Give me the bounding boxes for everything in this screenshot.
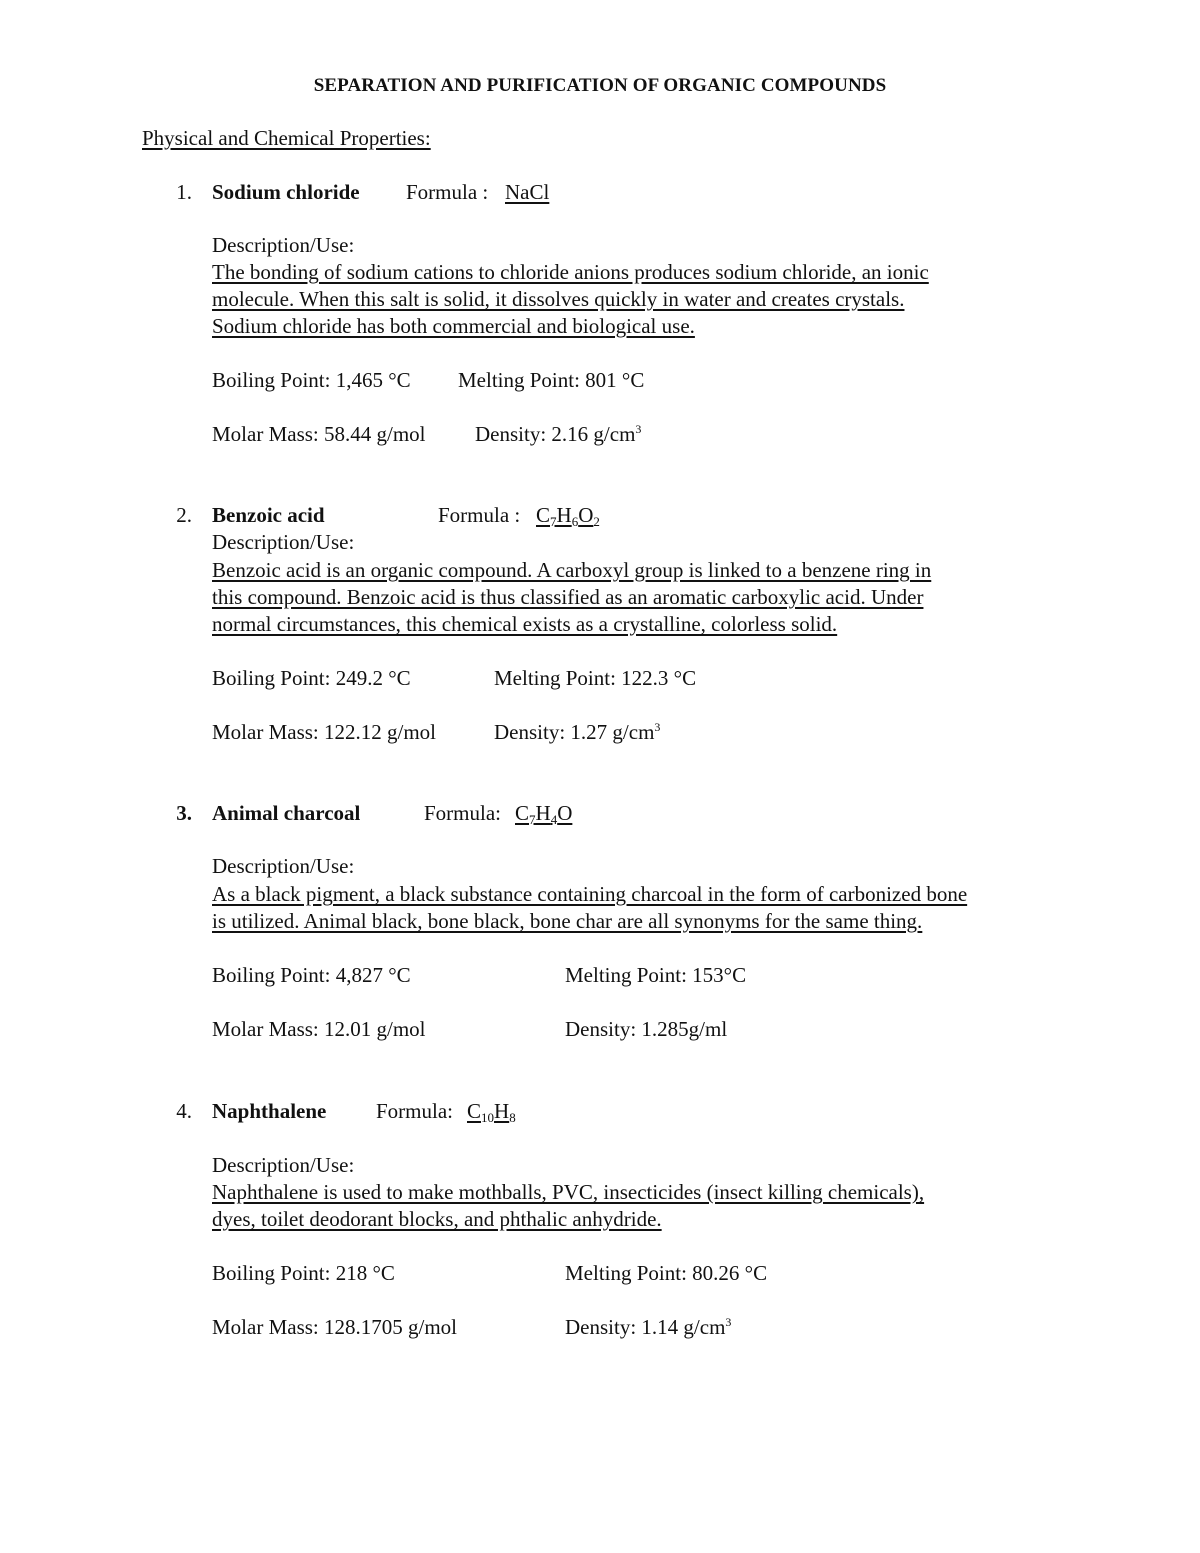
formula-label: Formula : (438, 503, 521, 527)
page-title: SEPARATION AND PURIFICATION OF ORGANIC COMPOUNDS (313, 75, 887, 96)
description-line: is utilized. Animal black, bone black, bone char are all synonyms for the same thing. (212, 909, 923, 933)
compound-name: Benzoic acid (212, 503, 325, 527)
formula-label: Formula: (376, 1099, 453, 1123)
formula-subscript: 2 (593, 514, 600, 529)
formula-element: O (578, 503, 594, 527)
formula-element: C (515, 801, 530, 825)
density-superscript: 3 (725, 1315, 732, 1329)
density-text: Density: 1.27 g/cm (494, 720, 655, 744)
density (475, 421, 641, 448)
density: Density: 1.285g/ml (565, 1017, 728, 1041)
formula-value: NaCl (505, 180, 550, 204)
description-line: The bonding of sodium cations to chloride anions produces sodium chloride, an ionic (212, 260, 929, 284)
formula-value (515, 800, 572, 827)
melting-point: Melting Point: 122.3 °C (494, 666, 697, 690)
description-line: Sodium chloride has both commercial and biological use. (212, 314, 695, 338)
description-label: Description/Use: (212, 1153, 355, 1177)
melting-point: Melting Point: 80.26 °C (565, 1261, 768, 1285)
description-label: Description/Use: (212, 233, 355, 257)
section-heading: Physical and Chemical Properties: (142, 126, 431, 150)
formula-label: Formula : (406, 180, 489, 204)
description-label: Description/Use: (212, 530, 355, 554)
density-text: Density: 1.14 g/cm (565, 1315, 726, 1339)
formula-subscript: 6 (571, 514, 579, 529)
compound-number: 2. (176, 503, 192, 527)
description-line: dyes, toilet deodorant blocks, and phthalic anhydride. (212, 1207, 662, 1231)
boiling-point: Boiling Point: 4,827 °C (212, 963, 411, 987)
molar-mass: Molar Mass: 58.44 g/mol (212, 422, 426, 446)
density-text: Density: 2.16 g/cm (475, 422, 636, 446)
formula-label: Formula: (424, 801, 501, 825)
compound-number: 3. (176, 801, 192, 825)
formula-element: C (536, 503, 551, 527)
molar-mass: Molar Mass: 12.01 g/mol (212, 1017, 426, 1041)
melting-point: Melting Point: 801 °C (458, 368, 645, 392)
boiling-point: Boiling Point: 218 °C (212, 1261, 395, 1285)
compound-name: Naphthalene (212, 1099, 327, 1123)
melting-point: Melting Point: 153°C (565, 963, 747, 987)
description-line: As a black pigment, a black substance containing charcoal in the form of carbonized bone (212, 882, 968, 906)
compound-number: 4. (176, 1099, 192, 1123)
formula-element: H (494, 1099, 510, 1123)
formula-value (467, 1098, 516, 1125)
description-line: Naphthalene is used to make mothballs, PVC, insecticides (insect killing chemicals), (212, 1180, 925, 1204)
description-line: normal circumstances, this chemical exists as a crystalline, colorless solid. (212, 612, 838, 636)
formula-subscript: 8 (509, 1110, 516, 1125)
formula-subscript: 4 (550, 812, 558, 827)
description-text (212, 557, 1092, 638)
description-line: Benzoic acid is an organic compound. A carboxyl group is linked to a benzene ring in (212, 558, 932, 582)
boiling-point: Boiling Point: 249.2 °C (212, 666, 411, 690)
description-label: Description/Use: (212, 854, 355, 878)
description-text (212, 259, 1092, 340)
density (565, 1314, 731, 1341)
molar-mass: Molar Mass: 128.1705 g/mol (212, 1315, 457, 1339)
formula-subscript: 7 (529, 812, 536, 827)
compound-number: 1. (176, 180, 192, 204)
formula-element: O (557, 801, 573, 825)
density-superscript: 3 (635, 422, 642, 436)
formula-subscript: 10 (481, 1110, 495, 1125)
formula-element: C (467, 1099, 482, 1123)
molar-mass: Molar Mass: 122.12 g/mol (212, 720, 436, 744)
formula-element: H (535, 801, 551, 825)
compound-name: Animal charcoal (212, 801, 361, 825)
description-line: molecule. When this salt is solid, it dissolves quickly in water and creates crystals. (212, 287, 905, 311)
density (494, 719, 660, 746)
formula-element: H (556, 503, 572, 527)
description-text (212, 881, 1092, 935)
formula-value (536, 502, 600, 529)
density-superscript: 3 (654, 720, 661, 734)
description-line: this compound. Benzoic acid is thus classified as an aromatic carboxylic acid. Under (212, 585, 924, 609)
description-text (212, 1179, 1092, 1233)
formula-subscript: 7 (550, 514, 557, 529)
compound-name: Sodium chloride (212, 180, 360, 204)
boiling-point: Boiling Point: 1,465 °C (212, 368, 411, 392)
